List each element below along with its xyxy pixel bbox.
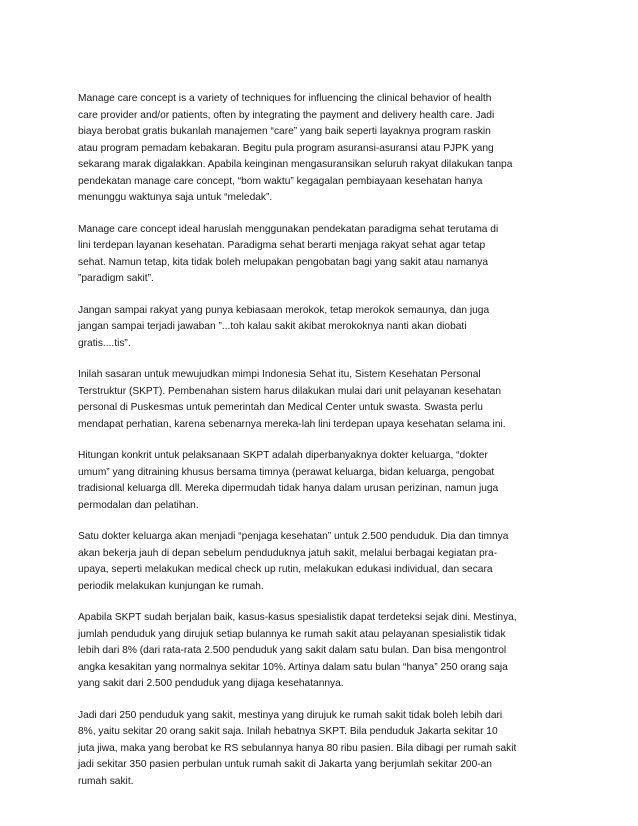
text-line: lini terdepan layanan kesehatan. Paradigma sehat berarti menjaga rakyat sehat agar tetap [78, 240, 486, 251]
text-line: sekarang marak digalakkan. Apabila keinginan mengasuransikan seluruh rakyat dilakukan tanpa [78, 159, 513, 170]
text-line: Inilah sasaran untuk mewujudkan mimpi Indonesia Sehat itu, Sistem Kesehatan Personal [78, 369, 481, 380]
text-line: sehat. Namun tetap, kita tidak boleh melupakan pengobatan bagi yang sakit atau namanya [78, 256, 489, 268]
text-line: rumah sakit. [78, 775, 134, 787]
text-line: juta jiwa, maka yang berobat ke RS sebulannya hanya 80 ribu pasien. Bila dibagi per rumah sakit [78, 742, 517, 754]
text-line: Terstruktur (SKPT). Pembenahan sistem harus dilakukan mulai dari unit pelayanan kesehatan [78, 385, 501, 397]
text-line: atau program pemadam kebakaran. Begitu pula program asuransi-asuransi atau PJPK yang [78, 142, 494, 154]
text-line: menunggu waktunya saja untuk “meledak”. [78, 192, 273, 203]
text-line: periodik melakukan kunjungan ke rumah. [78, 580, 264, 592]
paragraph-manage-care-concept [78, 91, 562, 207]
text-line: pendekatan manage care concept, “bom waktu” kegagalan pembiayaan kesehatan hanya [78, 175, 483, 187]
text-line: permodalan dan pelatihan. [78, 499, 199, 511]
text-line: mendapat perhatian, karena sebenarnya mereka-lah lini terdepan upaya kesehatan selama ini. [78, 418, 506, 430]
text-line: angka kesakitan yang normalnya sekitar 10%. Artinya dalam satu bulan “hanya” 250 orang saja [78, 661, 508, 673]
paragraph-skpt [78, 367, 562, 433]
text-line: jumlah penduduk yang dirujuk setiap bulannya ke rumah sakit atau pelayanan spesialistik tidak [78, 628, 506, 640]
text-line: upaya, seperti melakukan medical check up rutin, melakukan edukasi individual, dan secara [78, 564, 493, 575]
text-line: Jangan sampai rakyat yang punya kebiasaan merokok, tetap merokok semaunya, dan juga [78, 304, 490, 316]
paragraph-paradigma-sehat [78, 222, 562, 288]
paragraph-dokter-keluarga [78, 448, 562, 514]
text-line: Manage care concept is a variety of techniques for influencing the clinical behavior of health [78, 93, 492, 104]
text-line: tradisional keluarga dll. Mereka dipermudah tidak hanya dalam urusan perizinan, namun juga [78, 483, 499, 494]
paragraph-merokok [78, 303, 562, 353]
document-body [78, 91, 562, 805]
text-line: akan bekerja jauh di depan sebelum penduduknya jatuh sakit, melalui berbagai kegiatan pra- [78, 547, 498, 559]
text-line: Manage care concept ideal haruslah menggunakan pendekatan paradigma sehat terutama di [78, 223, 499, 235]
text-line: umum” yang ditraining khusus bersama timnya (perawat keluarga, bidan keluarga, pengobat [78, 466, 495, 478]
text-line: Hitungan konkrit untuk pelaksanaan SKPT adalah diperbanyaknya dokter keluarga, “dokter [78, 450, 488, 461]
text-line: personal di Puskesmas untuk pemerintah dan Medical Center untuk swasta. Swasta perlu [78, 402, 483, 413]
paragraph-jakarta [78, 708, 562, 791]
text-line: 8%, yaitu sekitar 20 orang sakit saja. Inilah hebatnya SKPT. Bila penduduk Jakarta sekitar 10 [78, 726, 498, 737]
text-line: gratis....tis”. [78, 337, 131, 349]
text-line: jadi sekitar 350 pasien perbulan untuk rumah sakit di Jakarta yang berjumlah sekitar 200-an [78, 759, 492, 770]
paragraph-penjaga-kesehatan [78, 529, 562, 595]
text-line: ”paradigm sakit”. [78, 273, 154, 284]
paragraph-kasus-spesialistik [78, 610, 562, 693]
text-line: Jadi dari 250 penduduk yang sakit, mestinya yang dirujuk ke rumah sakit tidak boleh lebih dari [78, 709, 503, 721]
text-line: Apabila SKPT sudah berjalan baik, kasus-kasus spesialistik dapat terdeteksi sejak dini. Mestinya, [78, 612, 517, 623]
text-line: Satu dokter keluarga akan menjadi “penjaga kesehatan” untuk 2.500 penduduk. Dia dan timnya [78, 531, 509, 542]
text-line: care provider and/or patients, often by integrating the payment and delivery health care. Jadi [78, 109, 495, 121]
text-line: yang sakit dari 2.500 penduduk yang dijaga kesehatannya. [78, 678, 344, 689]
text-line: jangan sampai terjadi jawaban ”...toh kalau sakit akibat merokoknya nanti akan diobati [78, 321, 467, 332]
text-line: lebih dari 8% (dari rata-rata 2.500 penduduk yang sakit dalam satu bulan. Dan bisa mengontrol [78, 645, 507, 656]
text-line: biaya berobat gratis bukanlah manajemen “care” yang baik seperti layaknya program raskin [78, 126, 491, 137]
